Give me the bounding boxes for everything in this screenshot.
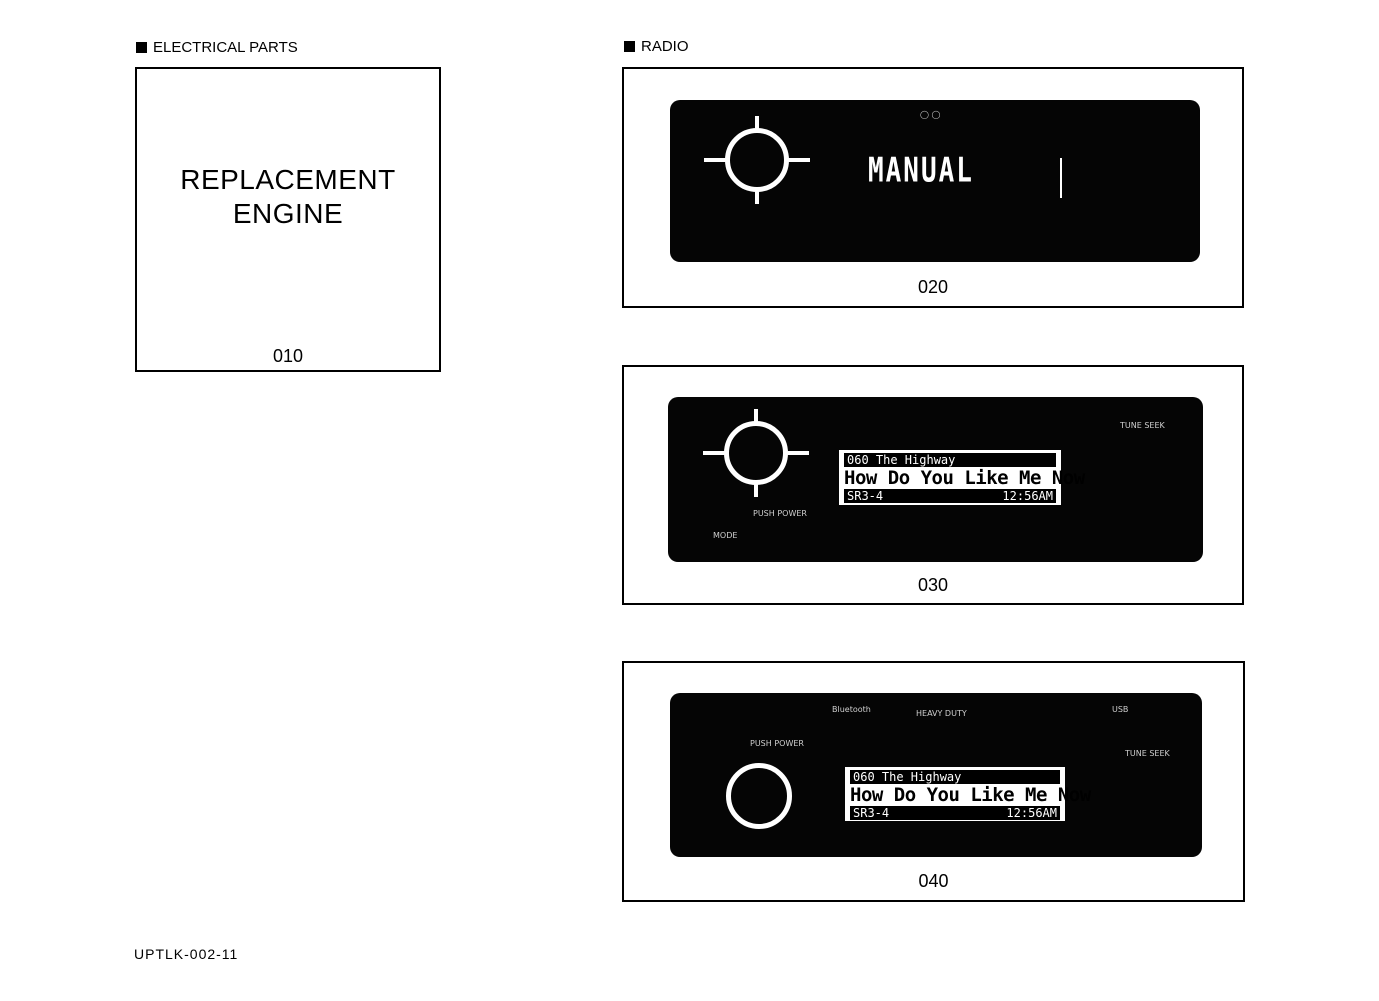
radio-020-display: MANUAL bbox=[868, 151, 974, 191]
lcd-status-row bbox=[850, 806, 1060, 820]
push-power-label: PUSH POWER bbox=[750, 739, 804, 748]
heading-bullet-icon bbox=[136, 42, 147, 53]
lcd-source: SR3-4 bbox=[853, 806, 890, 820]
tune-seek-label: TUNE SEEK bbox=[1125, 749, 1170, 758]
replacement-line-1: REPLACEMENT bbox=[180, 164, 396, 195]
radio-020-box bbox=[622, 67, 1244, 308]
lcd-source: SR3-4 bbox=[847, 489, 884, 503]
tune-seek-label: TUNE SEEK bbox=[1120, 421, 1165, 430]
push-power-label: PUSH POWER bbox=[753, 509, 807, 518]
lcd-time: 12:56AM bbox=[1002, 489, 1053, 503]
part-number-040: 040 bbox=[918, 871, 949, 891]
radio-030-box bbox=[622, 365, 1244, 605]
replacement-engine-box bbox=[135, 67, 441, 372]
radio-020-image bbox=[670, 100, 1200, 262]
volume-knob-icon bbox=[725, 128, 789, 192]
part-number-010: 010 bbox=[272, 346, 304, 366]
display-divider bbox=[1060, 158, 1062, 198]
mode-label: MODE bbox=[713, 531, 738, 540]
radio-040-lcd bbox=[845, 767, 1091, 821]
radio-section-heading bbox=[624, 38, 689, 55]
knob-tick bbox=[754, 483, 758, 497]
knob-tick bbox=[754, 409, 758, 423]
bluetooth-label: Bluetooth bbox=[832, 705, 871, 714]
radio-030-lcd bbox=[839, 450, 1085, 505]
lcd-channel: 060 The Highway bbox=[850, 770, 1060, 784]
knob-tick bbox=[704, 158, 726, 162]
knob-tick bbox=[788, 158, 810, 162]
knob-tick bbox=[755, 190, 759, 204]
part-number-020: 020 bbox=[917, 277, 949, 297]
knob-tick bbox=[703, 451, 725, 455]
brand-subtitle: HEAVY DUTY bbox=[916, 709, 967, 718]
radio-040-box bbox=[622, 661, 1245, 902]
volume-knob-icon bbox=[726, 763, 792, 829]
radio-040-image bbox=[670, 693, 1202, 857]
radio-030-image bbox=[668, 397, 1203, 562]
lcd-song: How Do You Like Me Now bbox=[850, 784, 1091, 806]
heading-bullet-icon bbox=[624, 41, 635, 52]
knob-tick bbox=[755, 116, 759, 130]
lcd-status-row bbox=[844, 489, 1056, 503]
lcd-song: How Do You Like Me Now bbox=[844, 467, 1085, 489]
knob-tick bbox=[787, 451, 809, 455]
part-number-030: 030 bbox=[917, 575, 949, 595]
electrical-heading-text: ELECTRICAL PARTS bbox=[153, 39, 298, 56]
radio-heading-text: RADIO bbox=[641, 38, 689, 55]
electrical-section-heading bbox=[136, 39, 298, 56]
volume-knob-icon bbox=[724, 421, 788, 485]
document-footer-code: UPTLK-002-11 bbox=[134, 946, 239, 962]
usb-label: USB bbox=[1112, 705, 1129, 714]
lcd-channel: 060 The Highway bbox=[844, 453, 1056, 467]
lcd-time: 12:56AM bbox=[1006, 806, 1057, 820]
brand-logo-icon: ◯ ◯ bbox=[920, 110, 941, 119]
replacement-line-2: ENGINE bbox=[232, 198, 344, 229]
